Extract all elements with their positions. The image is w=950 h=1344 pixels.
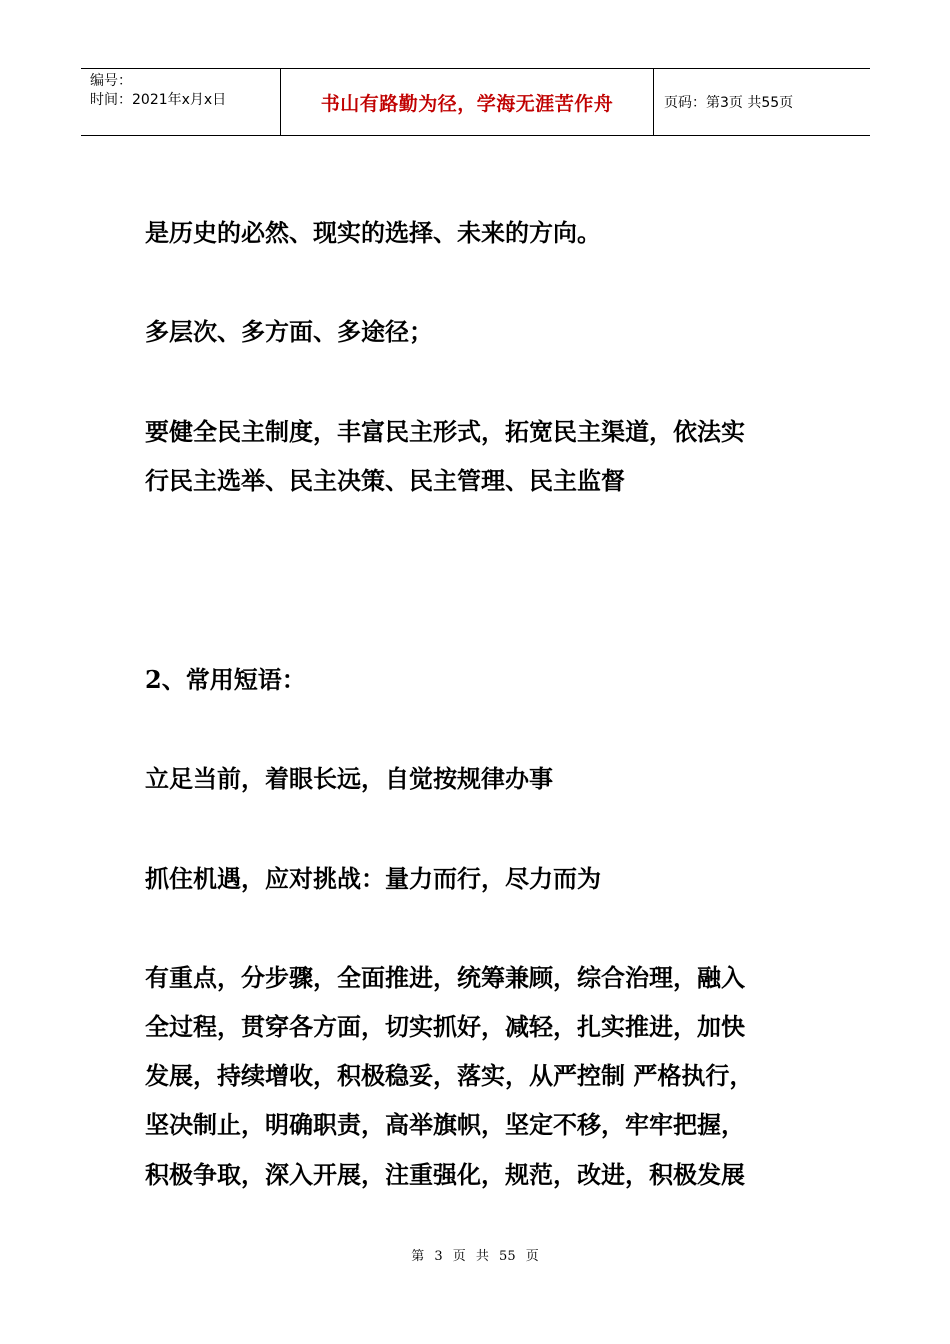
body-paragraph: 积极争取，深入开展，注重强化，规范，改进，积极发展 [145,1160,745,1189]
header-page-info: 页码：第3页 共55页 [664,95,794,111]
body-paragraph: 是历史的必然、现实的选择、未来的方向。 [145,218,601,247]
document-number-label: 编号： [90,73,132,89]
body-paragraph: 要健全民主制度，丰富民主形式，拓宽民主渠道，依法实 [145,417,745,446]
body-paragraph: 发展，持续增收，积极稳妥，落实，从严控制 严格执行， [145,1061,754,1090]
body-paragraph: 全过程，贯穿各方面，切实抓好，减轻，扎实推进，加快 [145,1012,745,1041]
body-paragraph: 立足当前，着眼长远，自觉按规律办事 [145,764,553,793]
body-paragraph: 行民主选举、民主决策、民主管理、民主监督 [145,466,625,495]
page-footer: 第 3 页 共 55 页 [411,1249,539,1264]
header-page-cell [654,69,870,135]
page-header [81,68,870,136]
body-paragraph: 有重点，分步骤，全面推进，统筹兼顾，综合治理，融入 [145,963,745,992]
header-motto: 书山有路勤为径，学海无涯苦作舟 [320,92,614,115]
body-paragraph: 坚决制止，明确职责，高举旗帜，坚定不移，牢牢把握， [145,1110,745,1139]
body-paragraph: 多层次、多方面、多途径； [145,317,433,346]
header-motto-cell [281,69,654,135]
section-heading: 2、常用短语： [145,665,306,694]
document-time-label: 时间：2021年x月x日 [90,92,227,108]
header-meta-cell [81,69,281,135]
body-paragraph: 抓住机遇，应对挑战：量力而行，尽力而为 [145,864,601,893]
